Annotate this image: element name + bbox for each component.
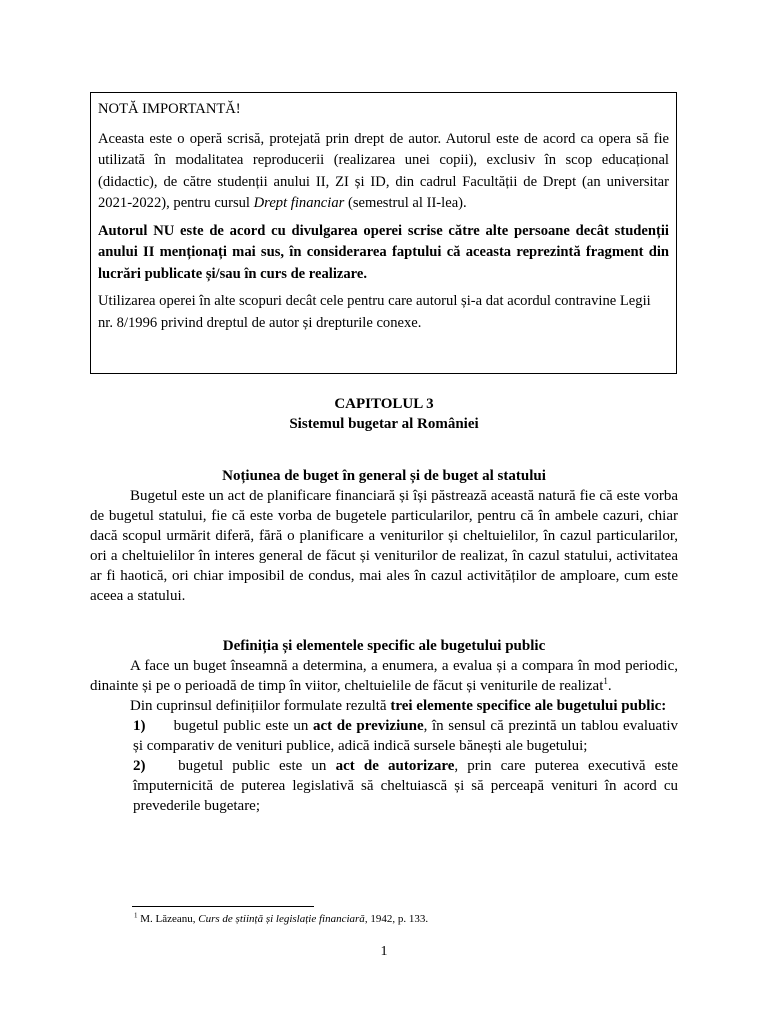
copyright-notice-box [90,92,677,374]
course-name: Drept financiar [253,195,345,211]
section-2-paragraph-2: Din cuprinsul definițiilor formulate rezultă trei elemente specifice ale bugetului public: [130,698,667,714]
main-content [90,394,678,816]
chapter-label: CAPITOLUL 3 [334,396,434,412]
section-1-paragraph: Bugetul este un act de planificare financiară și își păstrează această natură fie că este vorba de bugetul statului, fie că este vorba de bugetele particularilor, pentru că în ambele cazuri, chiar dacă scopul urmărit diferă, fără o planificare a veniturilor și cheltuielilor, în cazul particularilor, ori a cheltuielilor în interes general de făcut și veniturilor de realizat, în cazul statului, activitatea ar fi haotică, ori chiar imposibil de condus, mai ales în cazul activităților de amploare, cum este aceea a statului. [90,488,678,604]
section-2-heading: Definiția și elementele specific ale bugetului public [222,638,546,654]
footnote-work-title: Curs de știință și legislație financiară [198,913,365,925]
notice-paragraph-2: Autorul NU este de acord cu divulgarea operei scrise către alte persoane decât studenții anului II menționați mai sus, în considerarea faptului că aceasta reprezintă fragment din lucrări publicate și/sau în curs de realizare. [98,222,669,282]
section-2-paragraph-1: A face un buget înseamnă a determina, a enumera, a evalua și a compara în mod periodic, dinainte și pe o perioadă de timp în viitor, cheltuielile de făcut și veniturile de realizat$^1$. [90,658,678,694]
footnote-divider [132,906,314,907]
page-number: 1 [380,944,388,959]
notice-paragraph-3: Utilizarea operei în alte scopuri decât cele pentru care autorul și-a dat acordul contravine Legii nr. 8/1996 privind dreptul de autor și drepturile conexe. [98,293,651,331]
notice-paragraph-1: Aceasta este o operă scrisă, protejată prin drept de autor. Autorul este de acord ca opera să fie utilizată în modalitatea reproducerii (realizarea unei copii), exclusiv în scop educațional (didactic), de către studenții anului II, ZI și ID, din cadrul Facultății de Drept (an universitar 2021-2022), pentru cursul Drept financiar (semestrul al II-lea). [98,130,669,211]
list-item: 2) bugetul public este un act de autorizare, prin care puterea executivă este împuternicită de puterea legislativă să cheltuiască și să perceapă venituri în acord cu prevederile bugetare; [90,756,678,816]
section-1-heading: Noțiunea de buget în general și de buget al statului [222,468,546,484]
footnote-reference: 1 [603,676,608,686]
notice-title: NOTĂ IMPORTANTĂ! [98,101,241,117]
list-item-number: 1) [133,718,146,734]
footnote: $^1$ M. Lăzeanu, Curs de știință și legislație financiară, 1942, p. 133. [134,911,429,925]
chapter-title: Sistemul bugetar al României [289,416,479,432]
list-item-number: 2) [133,758,146,774]
footnote-number: 1 [134,911,138,920]
list-item: 1) bugetul public este un act de previziune, în sensul că prezintă un tablou evaluativ și comparativ de venituri publice, adică indică sursele bănești ale bugetului; [90,716,678,756]
